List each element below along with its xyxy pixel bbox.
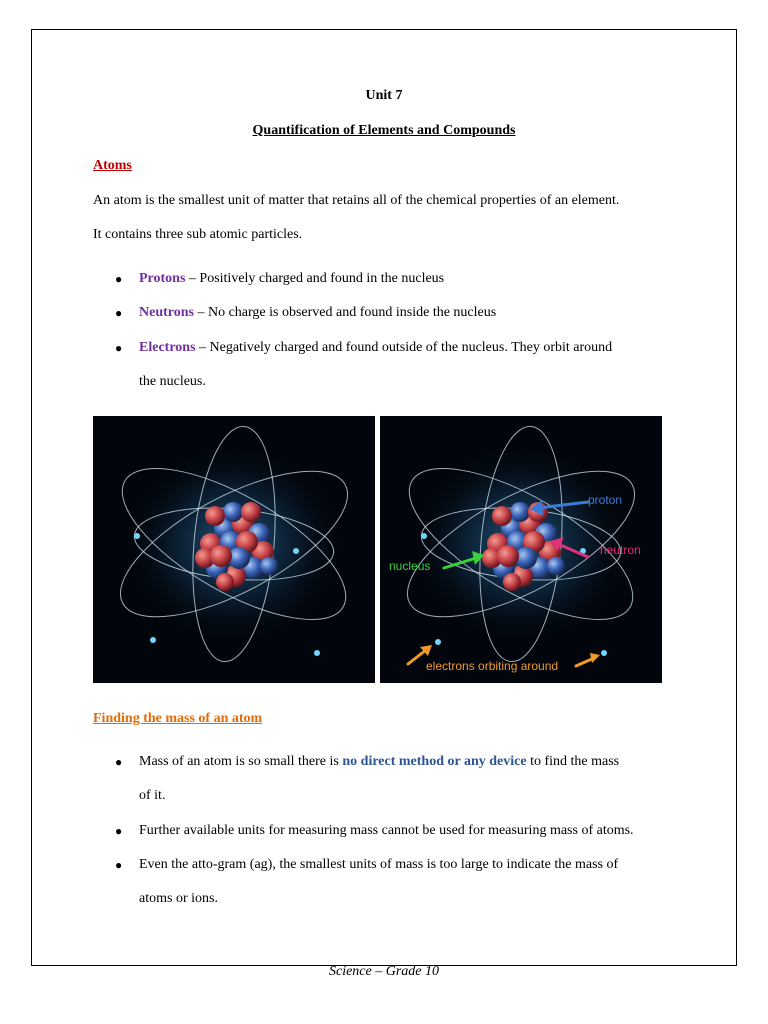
proton-label: proton: [588, 493, 623, 507]
page-title: Quantification of Elements and Compounds: [252, 123, 516, 138]
atoms-heading: Atoms: [93, 158, 132, 173]
term-neutrons: Neutrons: [139, 305, 194, 320]
bullet-dot: ●: [115, 824, 123, 838]
electrons-description-continuation: the nucleus.: [139, 374, 206, 389]
electrons-description: – Negatively charged and found outside of the nucleus. They orbit around: [195, 340, 613, 355]
neutrons-description: – No charge is observed and found inside the nucleus: [193, 305, 497, 320]
list-item-mass-1: [139, 754, 619, 770]
page-footer: Science – Grade 10: [328, 964, 440, 979]
bullet-dot: ●: [115, 306, 123, 320]
atoms-intro-line-1: An atom is the smallest unit of matter that retains all of the chemical properties of an element.: [93, 193, 620, 208]
protons-description: – Positively charged and found in the nucleus: [185, 271, 445, 286]
mass-1-highlight: no direct method or any device: [342, 754, 527, 769]
mass-3-continuation: atoms or ions.: [139, 891, 218, 906]
list-item-protons: [139, 271, 444, 287]
mass-1-continuation: of it.: [139, 788, 166, 803]
list-item-mass-2: Further available units for measuring mass cannot be used for measuring mass of atoms.: [139, 823, 634, 838]
bullet-dot: ●: [115, 272, 123, 286]
mass-heading: Finding the mass of an atom: [93, 711, 263, 726]
unit-heading: Unit 7: [365, 88, 403, 103]
mass-1-text-before: Mass of an atom is so small there is: [139, 754, 343, 769]
nucleus-label: nucleus: [389, 559, 431, 573]
mass-1-text-after: to find the mass: [526, 754, 620, 769]
atoms-intro-line-2: It contains three sub atomic particles.: [93, 227, 303, 242]
neutron-label: neutron: [600, 543, 641, 557]
term-electrons: Electrons: [139, 340, 196, 355]
atom-image-left: [93, 416, 375, 683]
atom-image-right: [380, 416, 662, 683]
bullet-dot: ●: [115, 755, 123, 769]
term-protons: Protons: [139, 271, 186, 286]
bullet-dot: ●: [115, 341, 123, 355]
bullet-dot: ●: [115, 858, 123, 872]
electrons-label: electrons orbiting around: [426, 659, 559, 673]
list-item-mass-3: Even the atto-gram (ag), the smallest units of mass is too large to indicate the mass of: [139, 857, 619, 872]
list-item-electrons: [139, 340, 612, 356]
list-item-neutrons: [139, 305, 496, 321]
electron-arrowhead-right: [590, 653, 600, 663]
electron-arrow-left: [408, 650, 426, 664]
